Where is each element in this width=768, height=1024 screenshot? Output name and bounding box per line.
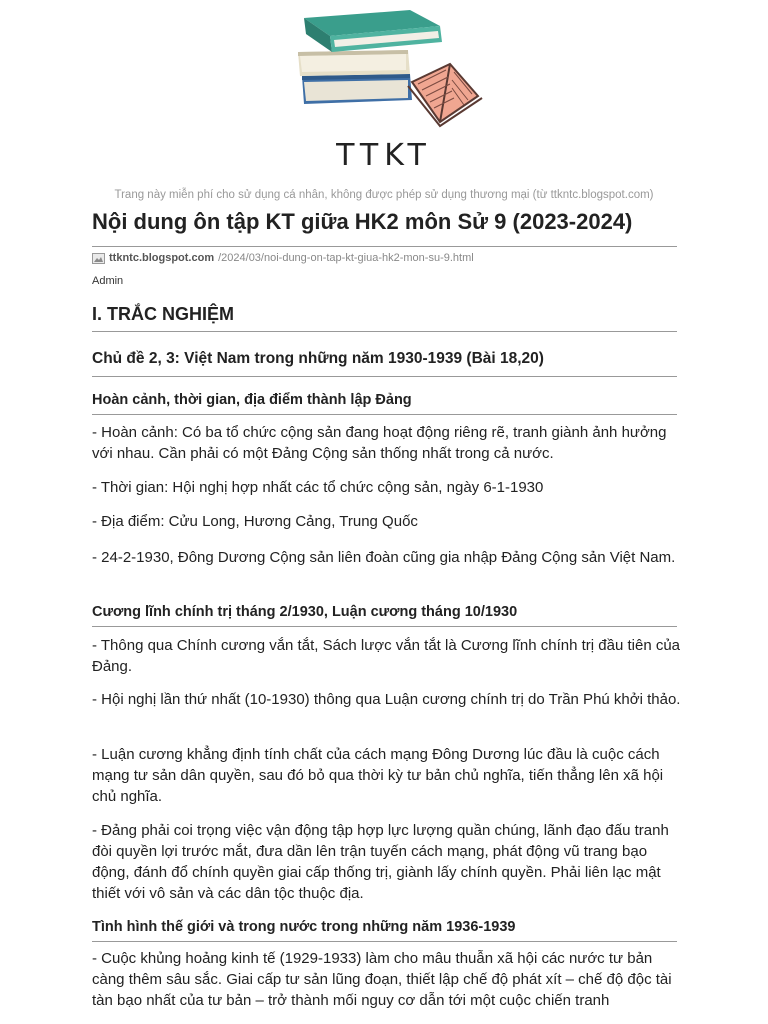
title-divider	[92, 246, 677, 247]
source-domain: ttkntc.blogspot.com	[109, 252, 215, 264]
subheading-founding: Hoàn cảnh, thời gian, địa điểm thành lập Đảng	[92, 392, 412, 408]
subheading-situation: Tình hình thế giới và trong nước trong những năm 1936-1939	[92, 919, 516, 935]
image-icon	[92, 253, 105, 264]
paragraph: - Cuộc khủng hoảng kinh tế (1929-1933) làm cho mâu thuẫn xã hội các nước tư bản càng thêm sâu sắc. Giai cấp tư sản lũng đoạn, thiết lập chế độ phát xít – chế độ độc tài tàn bạo nhất của tư bản – trở thành mối nguy cơ dẫn tới một cuộc chiến tranh	[92, 950, 672, 1009]
source-link[interactable]	[92, 252, 474, 264]
subheading-divider	[92, 626, 677, 627]
paragraph: - Luận cương khẳng định tính chất của cách mạng Đông Dương lúc đầu là cuộc cách mạng tư sản dân quyền, sau đó bỏ qua thời kỳ tư bản chủ nghĩa, tiến thẳng lên xã hội chủ nghĩa.	[92, 746, 664, 805]
subheading-divider	[92, 941, 677, 942]
paragraph: - Hội nghị lần thứ nhất (10-1930) thông qua Luận cương chính trị do Trần Phú khởi thảo.	[92, 691, 681, 708]
source-path: /2024/03/noi-dung-on-tap-kt-giua-hk2-mon-su-9.html	[218, 252, 474, 264]
subheading-divider	[92, 414, 677, 415]
paragraph: - Thời gian: Hội nghị hợp nhất các tổ chức cộng sản, ngày 6-1-1930	[92, 479, 544, 496]
chapter-divider	[92, 376, 677, 377]
paragraph: - Hoàn cảnh: Có ba tổ chức cộng sản đang hoạt động riêng rẽ, tranh giành ảnh hưởng với nhau. Cần phải có một Đảng Cộng sản thống nhất trong cả nước.	[92, 424, 667, 462]
brand-name: TTKT	[336, 138, 432, 173]
section-heading: I. TRẮC NGHIỆM	[92, 304, 234, 324]
author: Admin	[92, 275, 124, 287]
chapter-heading: Chủ đề 2, 3: Việt Nam trong những năm 1930-1939 (Bài 18,20)	[92, 350, 544, 367]
paragraph: - Đảng phải coi trọng việc vận động tập hợp lực lượng quần chúng, lãnh đạo đấu tranh đòi quyền lợi trước mắt, đưa dần lên trận tuyến cách mạng, phát động vũ trang bạo động, đánh đổ chính quyền giai cấp thống trị, giành lấy chính quyền. Phải liên lạc mật thiết với vô sản và các dân tộc thuộc địa.	[92, 822, 669, 902]
section-divider	[92, 331, 677, 332]
page-title: Nội dung ôn tập KT giữa HK2 môn Sử 9 (2023-2024)	[92, 209, 633, 234]
books-logo	[290, 4, 490, 144]
paragraph: - Địa điểm: Cửu Long, Hương Cảng, Trung Quốc	[92, 513, 418, 530]
paragraph: - Thông qua Chính cương vắn tắt, Sách lược vắn tắt là Cương lĩnh chính trị đầu tiên của Đảng.	[92, 637, 681, 675]
usage-notice: Trang này miễn phí cho sử dụng cá nhân, không được phép sử dụng thương mại (từ ttkntc.blogspot.com)	[114, 189, 654, 201]
subheading-platform: Cương lĩnh chính trị tháng 2/1930, Luận cương tháng 10/1930	[92, 604, 518, 620]
paragraph: - 24-2-1930, Đông Dương Cộng sản liên đoàn cũng gia nhập Đảng Cộng sản Việt Nam.	[92, 549, 676, 566]
